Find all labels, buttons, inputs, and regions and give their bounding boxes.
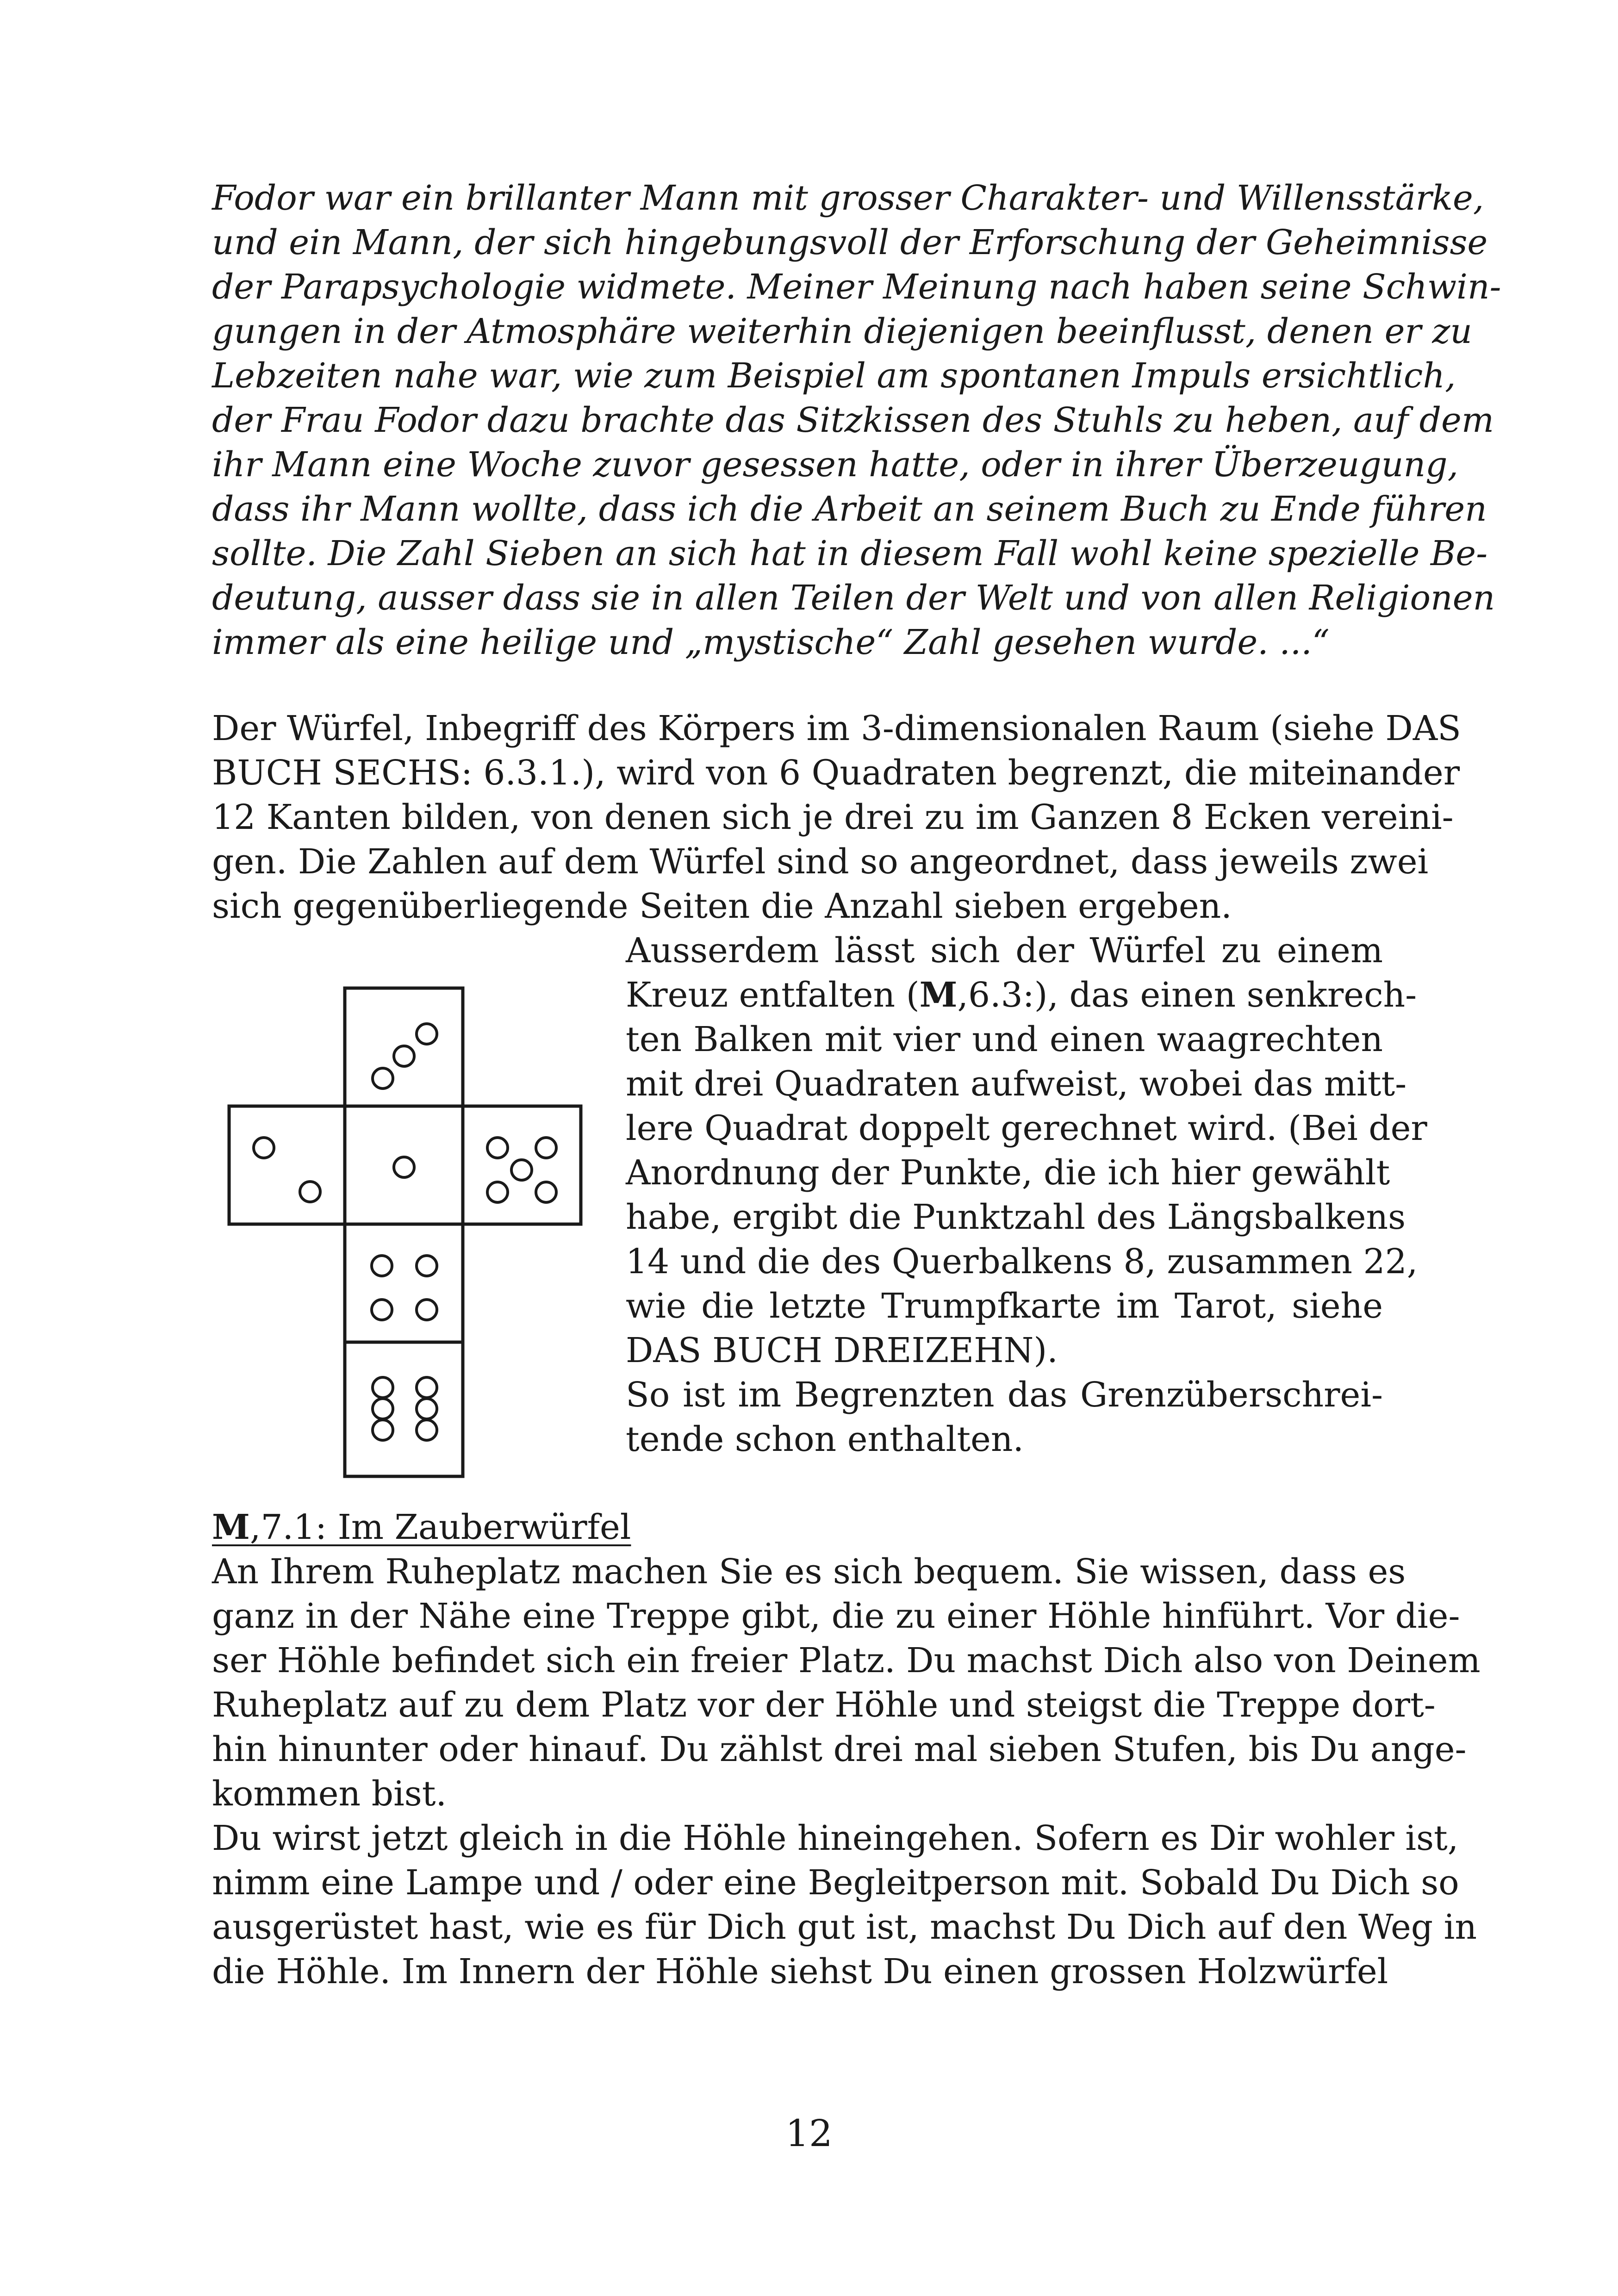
text-fragment: Kreuz entfalten ( <box>626 975 920 1015</box>
pip <box>417 1377 437 1398</box>
die-face-center <box>345 1106 463 1224</box>
text-line: DAS BUCH DREIZEHN). <box>626 1331 1058 1370</box>
quote-line: Fodor war ein brillanter Mann mit grosser Charakter- und Willensstärke, <box>212 178 1484 218</box>
die-face-below-center <box>345 1224 463 1342</box>
quote-line: Lebzeiten nahe war, wie zum Beispiel am spontanen Impuls ersichtlich, <box>212 356 1456 396</box>
heading-bold: M <box>212 1507 250 1547</box>
text-line: kommen bist. <box>212 1774 447 1814</box>
text-line: So ist im Begrenzten das Grenzüberschrei- <box>626 1375 1383 1415</box>
dice-net-figure <box>227 986 588 1481</box>
text-line: 12 Kanten bilden, von denen sich je drei zu im Ganzen 8 Ecken vereini- <box>212 797 1454 837</box>
quote-line: der Frau Fodor dazu brachte das Sitzkissen des Stuhls zu heben, auf dem <box>212 400 1494 440</box>
text-line: habe, ergibt die Punktzahl des Längsbalkens <box>626 1197 1406 1237</box>
text-line: Ausserdem lässt sich der Würfel zu einem <box>626 931 1383 971</box>
text-line: lere Quadrat doppelt gerechnet wird. (Bei der <box>626 1108 1427 1148</box>
die-face-bottom <box>345 1342 463 1476</box>
pip <box>373 1377 393 1398</box>
pip <box>373 1068 393 1089</box>
pip <box>417 1300 437 1320</box>
text-line <box>626 973 1417 1017</box>
text-line: hin hinunter oder hinauf. Du zählst drei mal sieben Stufen, bis Du ange- <box>212 1730 1467 1769</box>
pip <box>417 1399 437 1419</box>
section-heading <box>212 1505 1383 1549</box>
text-line: BUCH SECHS: 6.3.1.), wird von 6 Quadraten begrenzt, die miteinander <box>212 753 1460 793</box>
pip <box>487 1138 508 1158</box>
quote-line: ihr Mann eine Woche zuvor gesessen hatte, oder in ihrer Überzeugung, <box>212 445 1459 485</box>
pip <box>417 1256 437 1276</box>
pip <box>394 1046 414 1066</box>
text-line: mit drei Quadraten aufweist, wobei das mitt- <box>626 1064 1407 1104</box>
quote-line: dass ihr Mann wollte, dass ich die Arbeit an seinem Buch zu Ende führen <box>212 489 1487 529</box>
text-line: sich gegenüberliegende Seiten die Anzahl sieben ergeben. <box>212 886 1232 926</box>
page-number: 12 <box>785 2112 833 2155</box>
bold-reference: M <box>919 975 958 1015</box>
text-line: 14 und die des Querbalkens 8, zusammen 22, <box>626 1242 1418 1282</box>
text-line: tende schon enthalten. <box>626 1419 1024 1459</box>
pip <box>394 1157 414 1177</box>
quote-line: deutung, ausser dass sie in allen Teilen der Welt und von allen Religionen <box>212 578 1495 618</box>
text-line: die Höhle. Im Innern der Höhle siehst Du einen grossen Holzwürfel <box>212 1952 1388 1991</box>
pip <box>417 1024 437 1044</box>
pip <box>511 1160 532 1180</box>
text-line: Du wirst jetzt gleich in die Höhle hineingehen. Sofern es Dir wohler ist, <box>212 1818 1459 1858</box>
text-fragment: ,6.3:), das einen senkrech- <box>957 975 1417 1015</box>
pip <box>300 1182 320 1202</box>
text-line: An Ihrem Ruheplatz machen Sie es sich bequem. Sie wissen, dass es <box>212 1552 1406 1592</box>
pip <box>373 1420 393 1440</box>
text-line: Anordnung der Punkte, die ich hier gewählt <box>626 1153 1390 1193</box>
text-line: nimm eine Lampe und / oder eine Begleitperson mit. Sobald Du Dich so <box>212 1863 1459 1903</box>
text-line: ten Balken mit vier und einen waagrechten <box>626 1020 1383 1059</box>
pip <box>372 1256 392 1276</box>
pip <box>372 1300 392 1320</box>
pip <box>373 1399 393 1419</box>
text-line: gen. Die Zahlen auf dem Würfel sind so angeordnet, dass jeweils zwei <box>212 842 1429 882</box>
pip <box>536 1182 556 1202</box>
quote-line: und ein Mann, der sich hingebungsvoll der Erforschung der Geheimnisse <box>212 223 1488 262</box>
pip <box>254 1138 274 1158</box>
quote-line: gungen in der Atmosphäre weiterhin diejenigen beeinflusst, denen er zu <box>212 311 1472 351</box>
quote-line: sollte. Die Zahl Sieben an sich hat in diesem Fall wohl keine spezielle Be- <box>212 534 1488 573</box>
text-line: Der Würfel, Inbegriff des Körpers im 3-dimensionalen Raum (siehe DAS <box>212 709 1461 748</box>
heading-text: ,7.1: Im Zauberwürfel <box>249 1507 631 1547</box>
pip <box>417 1420 437 1440</box>
text-line: ganz in der Nähe eine Treppe gibt, die zu einer Höhle hinführt. Vor die- <box>212 1596 1460 1636</box>
text-line: ser Höhle befindet sich ein freier Platz. Du machst Dich also von Deinem <box>212 1641 1481 1680</box>
pip <box>536 1138 556 1158</box>
die-face-left <box>229 1106 345 1224</box>
quote-line: der Parapsychologie widmete. Meiner Meinung nach haben seine Schwin- <box>212 267 1501 307</box>
text-line: wie die letzte Trumpfkarte im Tarot, siehe <box>626 1286 1383 1326</box>
quote-line: immer als eine heilige und „mystische“ Zahl gesehen wurde. ...“ <box>212 622 1330 662</box>
text-line: Ruheplatz auf zu dem Platz vor der Höhle und steigst die Treppe dort- <box>212 1685 1436 1725</box>
pip <box>487 1182 508 1202</box>
text-line: ausgerüstet hast, wie es für Dich gut ist, machst Du Dich auf den Weg in <box>212 1907 1477 1947</box>
die-face-right <box>463 1106 581 1224</box>
